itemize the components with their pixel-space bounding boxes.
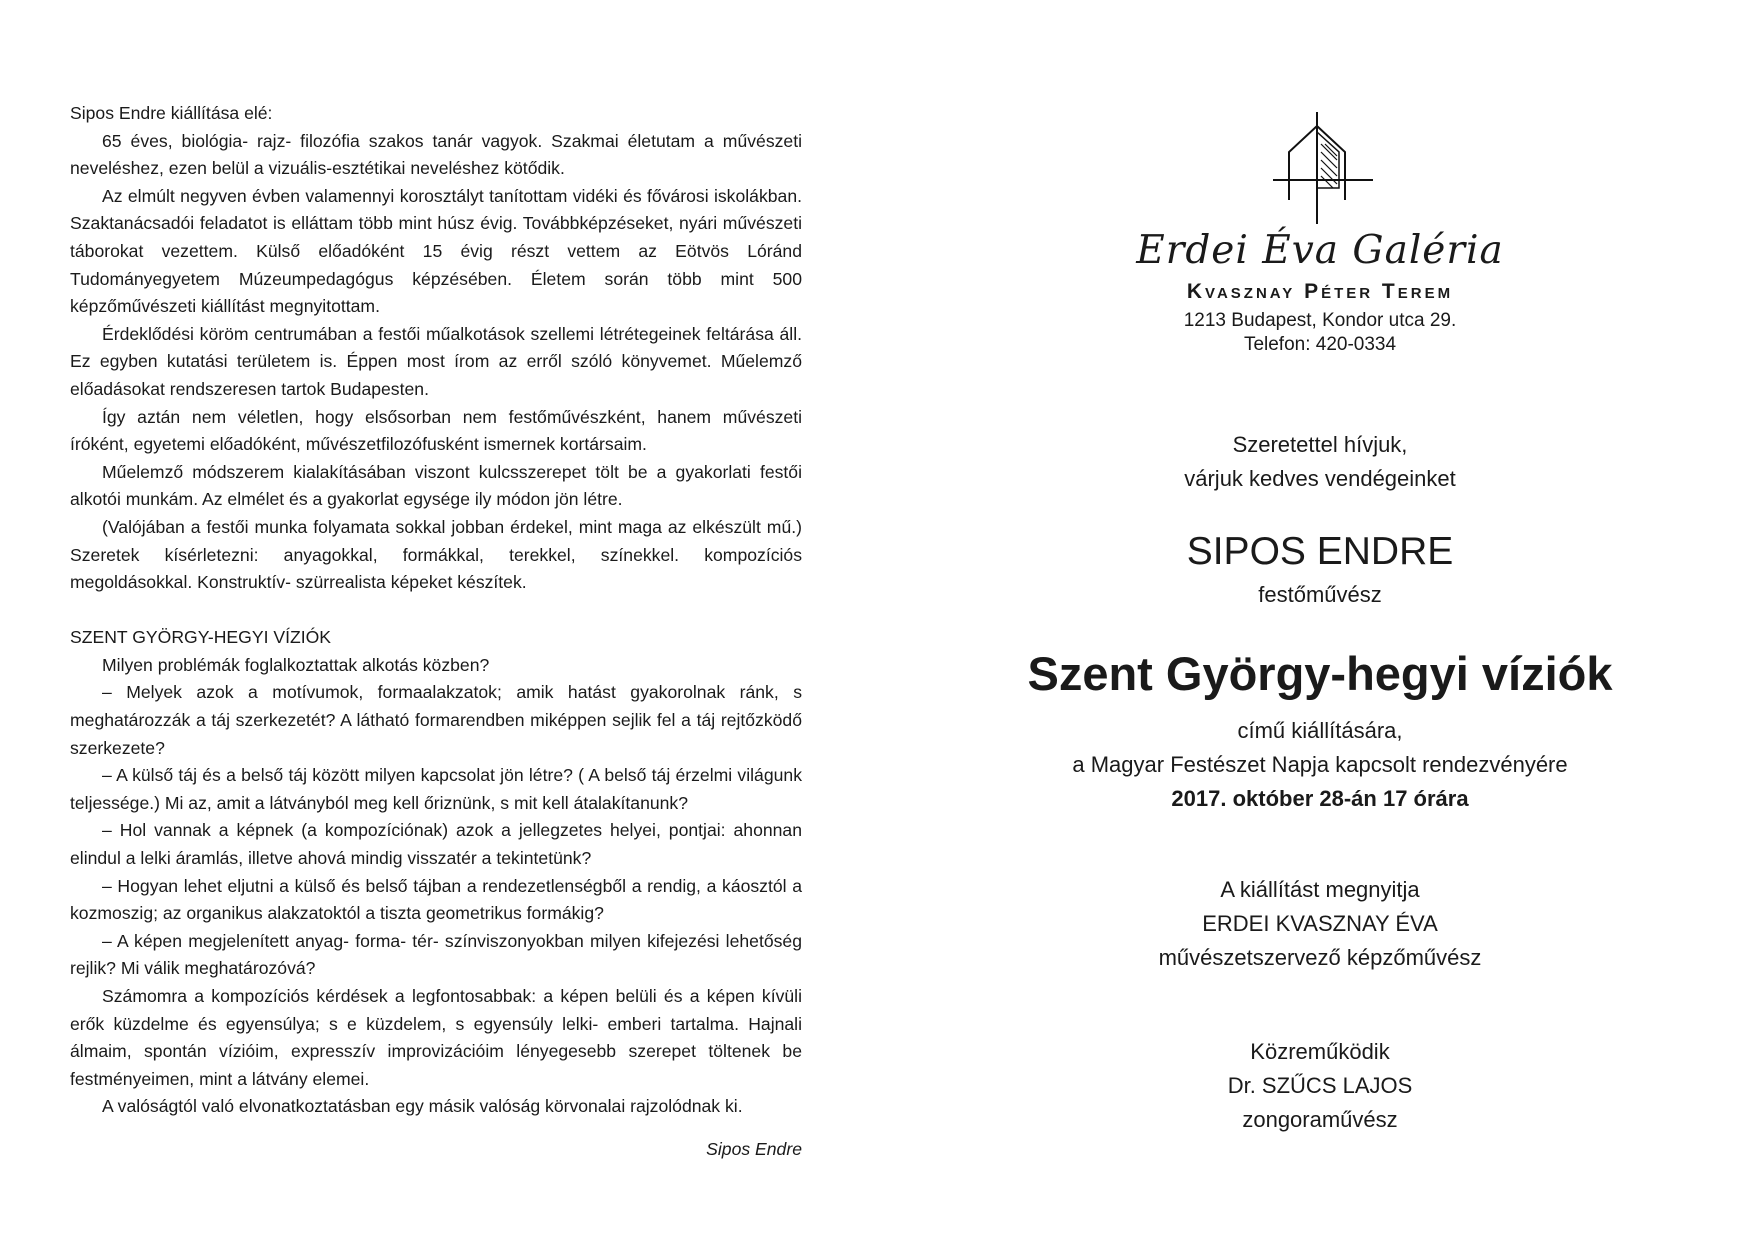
visions-paragraph: A valóságtól való elvonatkoztatásban egy másik valóság körvonalai rajzolódnak ki. <box>102 1096 743 1117</box>
participant-line: Közreműködik <box>1250 1039 1390 1064</box>
artist-statement <box>70 100 802 1164</box>
gallery-name: Erdei Éva Galéria <box>1136 228 1504 273</box>
invite-line: várjuk kedves vendégeinket <box>1184 466 1456 491</box>
title-suffix: című kiállítására, <box>1237 718 1403 743</box>
visions-paragraph: – Hogyan lehet eljutni a külső és belső tájban a rendezetlenségből a rendig, a káosztól a kozmoszig; az organikus alakzatoktól a tiszta geometrikus formákig? <box>70 875 802 924</box>
gallery-phone: Telefon: 420-0334 <box>1243 334 1397 355</box>
opener-name: ERDEI KVASZNAY ÉVA <box>1202 911 1438 936</box>
visions-paragraph: – A külső táj és a belső táj között milyen kapcsolat jön létre? ( A belső táj érzelmi világunk teljessége.) Mi az, amit a látványból meg kell őriznünk, s mit kell átalakítanunk? <box>70 765 802 813</box>
visions-paragraph: – Melyek azok a motívumok, formaalakzatok; amik hatást gyakorolnak ránk, s meghatározzák a táj szerkezetét? A látható formarendben miképpen sejlik fel a táj rejtőzködő szerkezete? <box>70 682 802 758</box>
artist-role: festőművész <box>1258 582 1382 607</box>
exhibition-title: Szent György-hegyi víziók <box>1027 647 1613 700</box>
visions-paragraph: Milyen problémák foglalkoztattak alkotás közben? <box>102 654 490 675</box>
event-context: a Magyar Festészet Napja kapcsolt rendezvényére <box>1072 752 1568 777</box>
event-date: 2017. október 28-án 17 órára <box>1171 786 1469 811</box>
participant-name: Dr. SZŰCS LAJOS <box>1227 1073 1413 1098</box>
house-cross-logo-icon <box>1273 112 1373 224</box>
intro-paragraph: Műelemző módszerem kialakításában viszont kulcsszerepet tölt be a gyakorlati festői alkotói munkám. Az elmélet és a gyakorlat egysége ily módon jön létre. <box>70 461 802 510</box>
opening-line: A kiállítást megnyitja <box>1220 877 1420 902</box>
intro-paragraph: Érdeklődési köröm centrumában a festői műalkotások szellemi létrétegeinek feltárása áll. Ez egyben kutatási területem is. Éppen most írom az erről szóló könyvemet. Műelemző előadásokat rendszeresen tartok Budapesten. <box>70 323 802 399</box>
visions-paragraph: – Hol vannak a képnek (a kompozíciónak) azok a jellegzetes helyei, pontjai: ahonnan elindul a lelki áramlás, illetve ahová mindig visszatér a tekintetünk? <box>70 820 802 869</box>
visions-paragraph: Számomra a kompozíciós kérdések a legfontosabbak: a képen belüli és a képen kívüli erők küzdelme és egyensúlya; s e küzdelem, s egyensúly lelki- emberi tartalma. Hajnali álmaim, spontán vízióim, expresszív improvizációim lényegesebb szerepet töltenek be festményeimen, mint a látvány elemei. <box>70 986 802 1089</box>
intro-paragraph: 65 éves, biológia- rajz- filozófia szakos tanár vagyok. Szakmai életutam a művészeti neveléshez, ezen belül a vizuális-esztétikai neveléshez kötődik. <box>70 130 802 179</box>
signature: Sipos Endre <box>706 1138 802 1159</box>
artist-name: SIPOS ENDRE <box>1186 530 1454 573</box>
visions-paragraph: – A képen megjelenített anyag- forma- tér- színviszonyokban milyen kifejezési lehetőség rejlik? Mi válik meghatározóvá? <box>70 930 802 979</box>
opener-role: művészetszervező képzőművész <box>1158 945 1482 970</box>
paragraph-gap <box>70 597 802 625</box>
intro-paragraph: (Valójában a festői munka folyamata sokkal jobban érdekel, mint maga az elkészült mű.) Szeretek kísérletezni: anyagokkal, formákkal, terekkel, színekkel. kompozíciós megoldásokkal. Konstruktív- szürrealista képeket készítek. <box>70 516 802 593</box>
visions-heading: SZENT GYÖRGY-HEGYI VÍZIÓK <box>70 627 332 648</box>
intro-paragraph: Így aztán nem véletlen, hogy elsősorban nem festőművészként, hanem művészeti íróként, egyetemi előadóként, művészetfilozófusként ismernek kortársaim. <box>70 406 802 455</box>
gallery-address: 1213 Budapest, Kondor utca 29. <box>1183 310 1457 331</box>
room-name: Kvasznay Péter Terem <box>1186 280 1454 303</box>
intro-paragraph: Az elmúlt negyven évben valamennyi korosztályt tanítottam vidéki és fővárosi iskolákban. Szaktanácsadói feladatot is elláttam több mint húsz évig. Továbbképzéseket, nyári művészeti táborokat vezettem. Külső előadóként 15 évig részt vettem az Eötvös Lóránd Tudományegyetem Múzeumpedagógus képzésében. Életem során több mint 500 képzőművészeti kiállítást megnyitottam. <box>70 185 802 317</box>
invite-line: Szeretettel hívjuk, <box>1232 432 1408 457</box>
participant-role: zongoraművész <box>1242 1107 1398 1132</box>
invitation <box>940 0 1700 1240</box>
intro-heading: Sipos Endre kiállítása elé: <box>70 103 273 123</box>
